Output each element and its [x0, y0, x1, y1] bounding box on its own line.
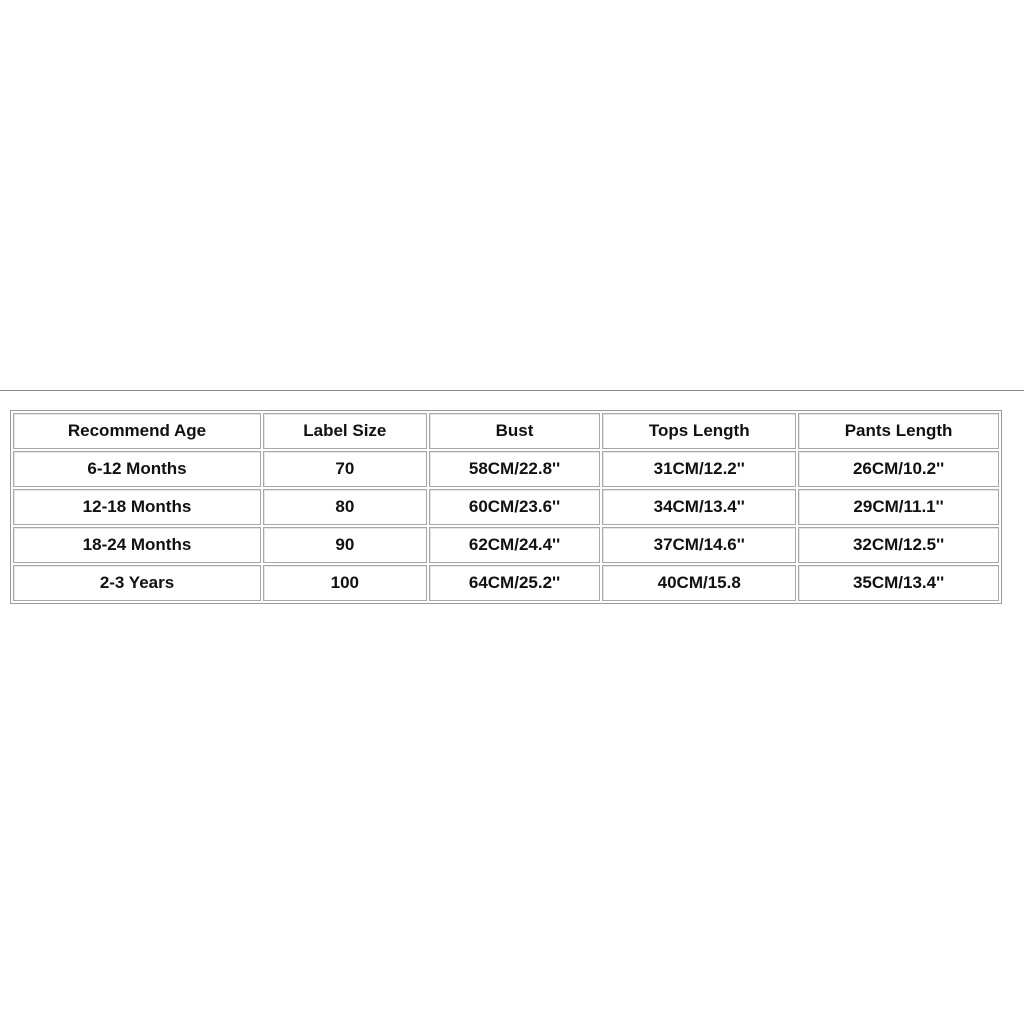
cell-age: 6-12 Months [13, 451, 261, 487]
cell-age: 18-24 Months [13, 527, 261, 563]
cell-label-size: 90 [263, 527, 427, 563]
table-row [13, 451, 999, 487]
header-recommend-age: Recommend Age [13, 413, 261, 449]
table-row [13, 565, 999, 601]
cell-pants-length: 26CM/10.2'' [798, 451, 999, 487]
table-row [13, 489, 999, 525]
header-pants-length: Pants Length [798, 413, 999, 449]
cell-tops-length: 31CM/12.2'' [602, 451, 796, 487]
cell-tops-length: 40CM/15.8 [602, 565, 796, 601]
cell-bust: 60CM/23.6'' [429, 489, 601, 525]
cell-pants-length: 29CM/11.1'' [798, 489, 999, 525]
cell-pants-length: 35CM/13.4'' [798, 565, 999, 601]
cell-pants-length: 32CM/12.5'' [798, 527, 999, 563]
cell-bust: 62CM/24.4'' [429, 527, 601, 563]
cell-bust: 64CM/25.2'' [429, 565, 601, 601]
table-row [13, 527, 999, 563]
cell-age: 2-3 Years [13, 565, 261, 601]
cell-label-size: 70 [263, 451, 427, 487]
header-label-size: Label Size [263, 413, 427, 449]
header-tops-length: Tops Length [602, 413, 796, 449]
cell-tops-length: 34CM/13.4'' [602, 489, 796, 525]
cell-tops-length: 37CM/14.6'' [602, 527, 796, 563]
cell-bust: 58CM/22.8'' [429, 451, 601, 487]
cell-label-size: 80 [263, 489, 427, 525]
size-chart-table [10, 410, 1002, 604]
header-bust: Bust [429, 413, 601, 449]
horizontal-divider [0, 390, 1024, 391]
cell-age: 12-18 Months [13, 489, 261, 525]
cell-label-size: 100 [263, 565, 427, 601]
table-header-row [13, 413, 999, 449]
size-chart [10, 410, 1002, 604]
